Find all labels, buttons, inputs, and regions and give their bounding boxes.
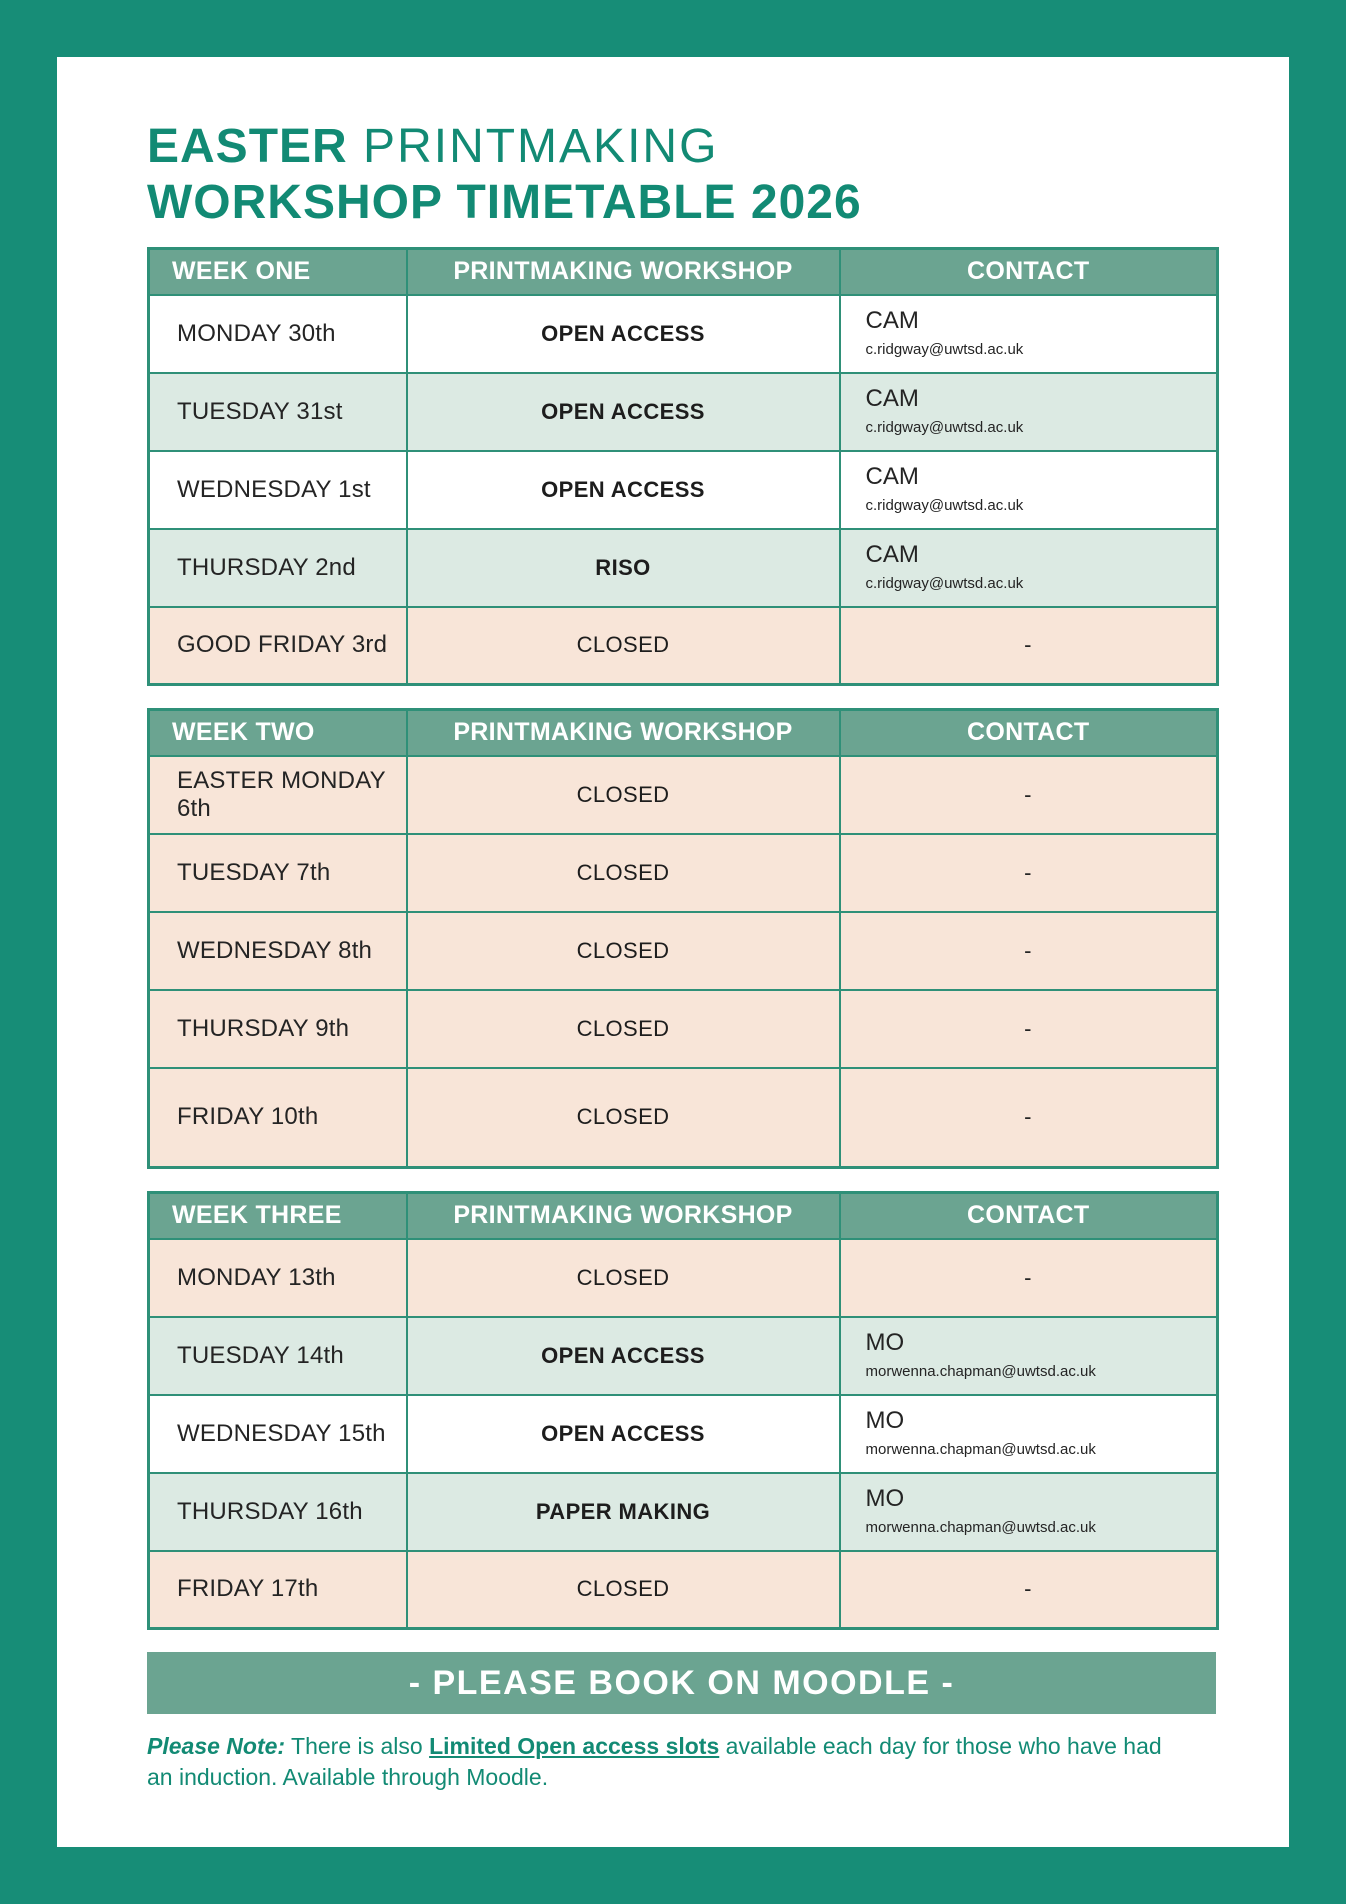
contact-cell: [840, 1317, 1218, 1395]
contact-email: c.ridgway@uwtsd.ac.uk: [865, 419, 1024, 436]
week-header-cell: WEEK ONE: [149, 249, 407, 295]
workshop-cell: OPEN ACCESS: [407, 295, 840, 373]
header-row: [149, 1193, 1218, 1239]
contact-dash: -: [840, 1551, 1218, 1629]
contact-cell: [840, 1473, 1218, 1551]
book-on-moodle-banner: [147, 1652, 1216, 1714]
contact-dash: -: [840, 1068, 1218, 1168]
flyer-sheet: [57, 57, 1289, 1847]
workshop-cell: OPEN ACCESS: [407, 1395, 840, 1473]
timetable-container: [147, 247, 1216, 1630]
table-row: [149, 1473, 1218, 1551]
contact-email: c.ridgway@uwtsd.ac.uk: [865, 575, 1024, 592]
workshop-cell: OPEN ACCESS: [407, 373, 840, 451]
contact-dash: -: [840, 607, 1218, 685]
contact-cell: [840, 1395, 1218, 1473]
day-cell: FRIDAY 17th: [149, 1551, 407, 1629]
contact-dash: -: [840, 834, 1218, 912]
table-row: [149, 373, 1218, 451]
title-word-easter: EASTER: [147, 120, 348, 173]
week-header-cell: WEEK THREE: [149, 1193, 407, 1239]
header-row: [149, 710, 1218, 756]
contact-cell: [840, 373, 1218, 451]
table-row: [149, 1239, 1218, 1317]
table-row: [149, 529, 1218, 607]
workshop-header-cell: PRINTMAKING WORKSHOP: [407, 710, 840, 756]
workshop-cell: CLOSED: [407, 912, 840, 990]
workshop-cell: CLOSED: [407, 1551, 840, 1629]
week-table: [147, 247, 1219, 686]
contact-dash: -: [840, 912, 1218, 990]
day-cell: FRIDAY 10th: [149, 1068, 407, 1168]
contact-email: morwenna.chapman@uwtsd.ac.uk: [865, 1363, 1096, 1380]
day-cell: MONDAY 13th: [149, 1239, 407, 1317]
contact-name: CAM: [865, 541, 919, 568]
title-word-printmaking-text: PRINTMAKING: [363, 120, 719, 173]
workshop-cell: OPEN ACCESS: [407, 451, 840, 529]
day-cell: TUESDAY 7th: [149, 834, 407, 912]
day-cell: THURSDAY 2nd: [149, 529, 407, 607]
contact-header-cell: CONTACT: [840, 249, 1218, 295]
workshop-cell: RISO: [407, 529, 840, 607]
banner-label: - PLEASE BOOK ON MOODLE -: [408, 1663, 955, 1702]
contact-dash: -: [840, 756, 1218, 834]
footnote-highlight: Limited Open access slots: [429, 1733, 720, 1759]
contact-cell: [840, 529, 1218, 607]
contact-name: CAM: [865, 385, 919, 412]
day-cell: THURSDAY 16th: [149, 1473, 407, 1551]
day-cell: TUESDAY 31st: [149, 373, 407, 451]
day-cell: TUESDAY 14th: [149, 1317, 407, 1395]
contact-email: morwenna.chapman@uwtsd.ac.uk: [865, 1441, 1096, 1458]
workshop-cell: CLOSED: [407, 1068, 840, 1168]
workshop-cell: CLOSED: [407, 990, 840, 1068]
contact-name: MO: [865, 1485, 905, 1512]
contact-email: c.ridgway@uwtsd.ac.uk: [865, 497, 1024, 514]
day-cell: THURSDAY 9th: [149, 990, 407, 1068]
table-row: [149, 990, 1218, 1068]
header-row: [149, 249, 1218, 295]
page-title: [147, 119, 1216, 231]
contact-cell: [840, 451, 1218, 529]
contact-email: morwenna.chapman@uwtsd.ac.uk: [865, 1519, 1096, 1536]
week-header-cell: WEEK TWO: [149, 710, 407, 756]
contact-dash: -: [840, 1239, 1218, 1317]
contact-email: c.ridgway@uwtsd.ac.uk: [865, 341, 1024, 358]
title-word-printmaking: [348, 120, 363, 173]
week-table: [147, 1191, 1219, 1630]
workshop-cell: CLOSED: [407, 756, 840, 834]
day-cell: MONDAY 30th: [149, 295, 407, 373]
contact-dash: -: [840, 990, 1218, 1068]
week-table: [147, 708, 1219, 1169]
workshop-header-cell: PRINTMAKING WORKSHOP: [407, 1193, 840, 1239]
day-cell: WEDNESDAY 8th: [149, 912, 407, 990]
title-line2: WORKSHOP TIMETABLE 2026: [147, 176, 862, 229]
workshop-cell: CLOSED: [407, 834, 840, 912]
table-row: [149, 1068, 1218, 1168]
contact-name: MO: [865, 1329, 905, 1356]
day-cell: WEDNESDAY 15th: [149, 1395, 407, 1473]
table-row: [149, 912, 1218, 990]
contact-name: MO: [865, 1407, 905, 1434]
contact-name: CAM: [865, 463, 919, 490]
contact-cell: [840, 295, 1218, 373]
table-row: [149, 607, 1218, 685]
day-cell: GOOD FRIDAY 3rd: [149, 607, 407, 685]
workshop-header-cell: PRINTMAKING WORKSHOP: [407, 249, 840, 295]
footnote-lead: Please Note:: [147, 1733, 286, 1759]
day-cell: WEDNESDAY 1st: [149, 451, 407, 529]
table-row: [149, 756, 1218, 834]
table-row: [149, 1395, 1218, 1473]
workshop-cell: OPEN ACCESS: [407, 1317, 840, 1395]
table-row: [149, 1317, 1218, 1395]
table-row: [149, 1551, 1218, 1629]
table-row: [149, 295, 1218, 373]
day-cell: EASTER MONDAY 6th: [149, 756, 407, 834]
contact-header-cell: CONTACT: [840, 710, 1218, 756]
contact-name: CAM: [865, 307, 919, 334]
table-row: [149, 451, 1218, 529]
table-row: [149, 834, 1218, 912]
workshop-cell: CLOSED: [407, 607, 840, 685]
footnote-text-before: There is also: [285, 1733, 430, 1759]
workshop-cell: PAPER MAKING: [407, 1473, 840, 1551]
workshop-cell: CLOSED: [407, 1239, 840, 1317]
contact-header-cell: CONTACT: [840, 1193, 1218, 1239]
footnote-text-after: available each day for those who have had an induction. Available through Moodle.: [147, 1733, 1162, 1790]
footnote: [147, 1731, 1177, 1793]
